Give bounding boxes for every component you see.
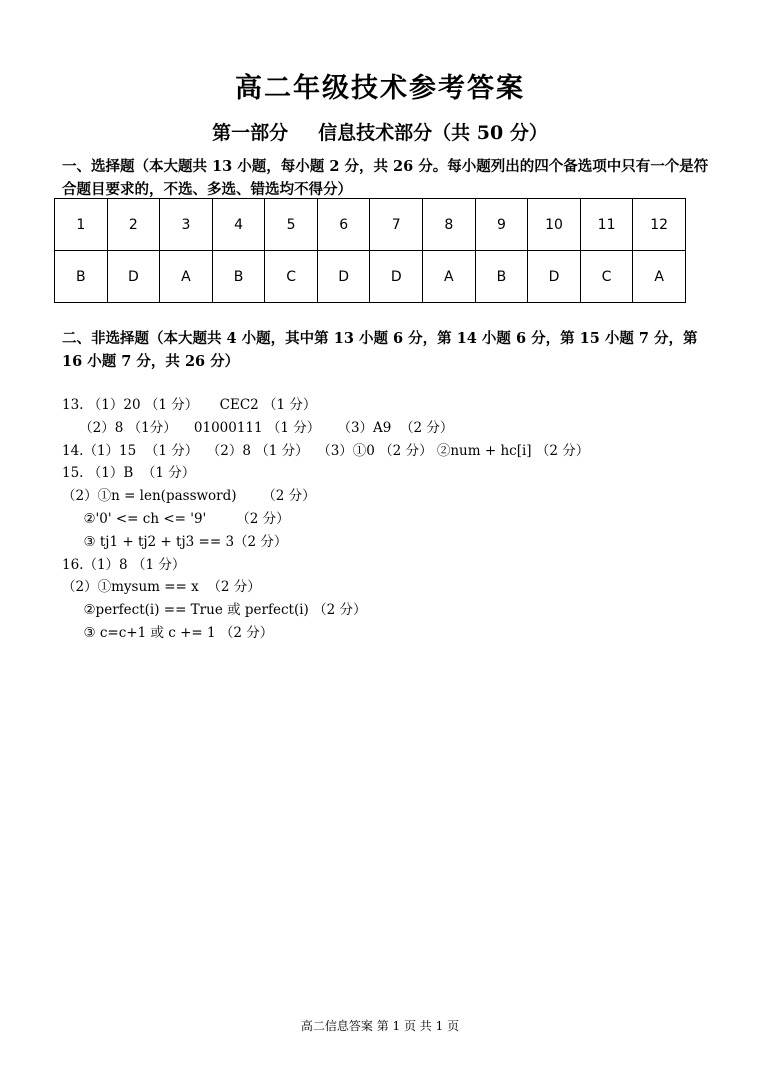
answer-cell: B xyxy=(475,251,528,303)
subtitle-name: 信息技术部分（共 50 分） xyxy=(318,122,548,144)
page-title: 高二年级技术参考答案 xyxy=(235,73,525,104)
answer-line: ②'0' <= ch <= '9' （2 分） xyxy=(62,510,290,527)
answer-cell: B xyxy=(212,251,265,303)
answer-table-answer-row xyxy=(55,251,686,303)
answer-cell: A xyxy=(633,251,686,303)
answer-cell: D xyxy=(107,251,160,303)
section1-heading: 一、选择题（本大题共 13 小题，每小题 2 分，共 26 分。每小题列出的四个备选项中只有一个是符合题目要求的，不选、多选、错选均不得分） xyxy=(62,158,709,198)
answer-line: ③ c=c+1 或 c += 1 （2 分） xyxy=(62,624,274,641)
page-subtitle xyxy=(0,118,760,145)
answer-cell: C xyxy=(580,251,633,303)
answer-line: 13. （1）20 （1 分） CEC2 （1 分） xyxy=(62,397,317,413)
section2-heading: 二、非选择题（本大题共 4 小题，其中第 13 小题 6 分，第 14 小题 6 分，第 15 小题 7 分，第 16 小题 7 分，共 26 分） xyxy=(62,330,698,370)
question-number-cell: 2 xyxy=(107,199,160,251)
question-number-cell: 3 xyxy=(160,199,213,251)
answer-cell: A xyxy=(423,251,476,303)
question-number-cell: 1 xyxy=(55,199,108,251)
question-number-cell: 8 xyxy=(423,199,476,251)
answer-cell: D xyxy=(370,251,423,303)
answer-cell: A xyxy=(160,251,213,303)
answer-cell: D xyxy=(317,251,370,303)
answer-table-number-row xyxy=(55,199,686,251)
question-number-cell: 4 xyxy=(212,199,265,251)
answer-cell: C xyxy=(265,251,318,303)
answer-line: （2）8 （1分） 01000111 （1 分） （3）A9 （2 分） xyxy=(62,419,454,436)
question-number-cell: 12 xyxy=(633,199,686,251)
subtitle-part: 第一部分 xyxy=(212,122,289,144)
page-footer: 高二信息答案 第 1 页 共 1 页 xyxy=(300,1019,460,1033)
question-number-cell: 11 xyxy=(580,199,633,251)
answer-table xyxy=(54,198,686,303)
answer-line: ②perfect(i) == True 或 perfect(i) （2 分） xyxy=(62,602,367,619)
question-number-cell: 9 xyxy=(475,199,528,251)
question-number-cell: 5 xyxy=(265,199,318,251)
answer-cell: B xyxy=(55,251,108,303)
question-number-cell: 7 xyxy=(370,199,423,251)
answer-line: 15. （1）B （1 分） xyxy=(62,465,196,482)
answer-cell: D xyxy=(528,251,581,303)
answer-line: 16.（1）8 （1 分） xyxy=(62,556,186,573)
answer-line: （2）①n = len(password) （2 分） xyxy=(62,488,316,505)
question-number-cell: 10 xyxy=(528,199,581,251)
answer-lines xyxy=(62,394,722,645)
answer-line: ③ tj1 + tj2 + tj3 == 3（2 分） xyxy=(62,533,288,550)
question-number-cell: 6 xyxy=(317,199,370,251)
answer-line: 14.（1）15 （1 分） （2）8 （1 分） （3）①0 （2 分） ②num + hc[i] （2 分） xyxy=(62,442,590,459)
answer-line: （2）①mysum == x （2 分） xyxy=(62,579,261,596)
